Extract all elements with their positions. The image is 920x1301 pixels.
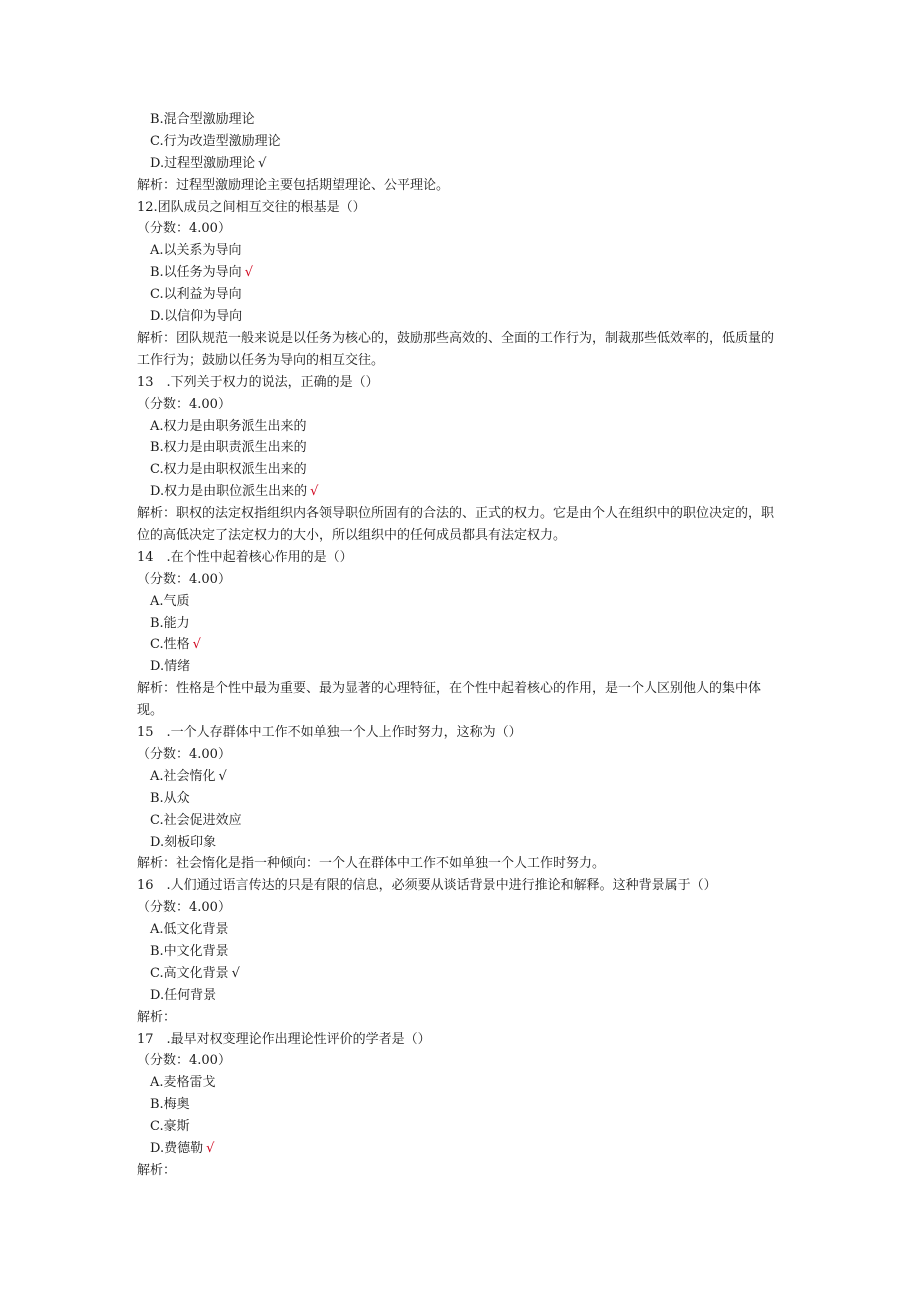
answer-option (137, 481, 780, 503)
answer-option (137, 613, 780, 635)
option-text: A.权力是由职务派生出来的 (150, 418, 307, 434)
option-text: B.梅奥 (150, 1097, 190, 1113)
exam-content (137, 109, 780, 1182)
answer-option (137, 1072, 780, 1094)
option-text: D.以信仰为导向 (150, 309, 243, 325)
answer-option (137, 656, 780, 678)
option-text: D.权力是由职位派生出来的 (150, 484, 308, 500)
answer-option (137, 810, 780, 832)
analysis-text: 解析：性格是个性中最为重要、最为显著的心理特征，在个性中起着核心的作用，是一个人区别他人的集中体现。 (137, 681, 762, 719)
answer-option (137, 306, 780, 328)
question-score: （分数：4.00） (137, 746, 231, 762)
analysis-text: 解析：团队规范一般来说是以任务为核心的，鼓励那些高效的、全面的工作行为，制裁那些低效率的，低质量的工作行为；鼓励以任务为导向的相互交往。 (137, 330, 775, 368)
correct-check-icon: √ (244, 265, 253, 281)
answer-option (137, 262, 780, 284)
correct-check-icon: √ (310, 484, 319, 500)
question-stem: 13 .下列关于权力的说法，正确的是（） (137, 374, 379, 390)
question-stem: 15 .一个人存群体中工作不如单独一个人上作时努力，这称为（） (137, 725, 522, 741)
option-text: D.任何背景 (150, 987, 217, 1003)
option-text: A.麦格雷戈 (150, 1075, 216, 1091)
analysis-text: 解析：过程型激励理论主要包括期望理论、公平理论。 (137, 177, 450, 193)
answer-option (137, 832, 780, 854)
correct-check-icon: √ (231, 965, 240, 981)
correct-check-icon: √ (206, 1141, 215, 1156)
question-stem: 14 .在个性中起着核心作用的是（） (137, 549, 353, 565)
question-stem: 17 .最早对权变理论作出理论性评价的学者是（） (137, 1031, 431, 1047)
answer-option (137, 1116, 780, 1138)
option-text: B.以任务为导向 (150, 265, 242, 281)
answer-option (137, 437, 780, 459)
option-text: C.豪斯 (150, 1119, 190, 1135)
option-text: B.中文化背景 (150, 943, 229, 959)
option-text: B.权力是由职责派生出来的 (150, 440, 307, 456)
answer-option (137, 591, 780, 613)
analysis-text: 解析：职权的法定权指组织内各领导职位所固有的合法的、正式的权力。它是由个人在组织中的职位决定的，职位的高低决定了法定权力的大小，所以组织中的任何成员都具有法定权力。 (137, 506, 775, 543)
option-text: D.费德勒 (150, 1141, 204, 1156)
option-text: C.社会促进效应 (150, 812, 242, 828)
analysis-text: 解析：社会惰化是指一种倾向：一个人在群体中工作不如单独一个人工作时努力。 (137, 856, 606, 872)
correct-check-icon: √ (218, 768, 227, 784)
answer-option (137, 1094, 780, 1116)
answer-option (137, 240, 780, 262)
question-score: （分数：4.00） (137, 1053, 231, 1069)
option-text: C.性格 (150, 637, 190, 653)
option-text: B.能力 (150, 615, 190, 631)
analysis-text: 解析： (137, 1009, 177, 1025)
answer-option (137, 766, 780, 788)
option-text: C.以利益为导向 (150, 287, 242, 303)
option-text: A.以关系为导向 (150, 243, 242, 259)
answer-option (137, 941, 780, 963)
option-text: D.情绪 (150, 659, 191, 675)
question-stem: 12.团队成员之间相互交往的根基是（） (137, 199, 366, 215)
answer-option (137, 963, 780, 985)
question-stem: 16 .人们通过语言传达的只是有限的信息，必须要从谈话背景中进行推论和解释。这种背景属于（） (137, 878, 717, 894)
option-text: B.从众 (150, 790, 190, 806)
question-score: （分数：4.00） (137, 900, 231, 916)
correct-check-icon: √ (258, 155, 267, 171)
answer-option (137, 634, 780, 656)
question-score: （分数：4.00） (137, 396, 231, 412)
option-text: C.权力是由职权派生出来的 (150, 462, 307, 478)
option-text: C.高文化背景 (150, 965, 229, 981)
option-text: A.社会惰化 (150, 768, 216, 784)
question-score: （分数：4.00） (137, 221, 231, 237)
answer-option (137, 788, 780, 810)
answer-option (137, 109, 780, 131)
answer-option (137, 131, 780, 153)
answer-option (137, 985, 780, 1007)
option-text: C.行为改造型激励理论 (150, 133, 281, 149)
option-text: D.刻板印象 (150, 834, 217, 850)
option-text: B.混合型激励理论 (150, 112, 255, 127)
question-score: （分数：4.00） (137, 571, 231, 587)
answer-option (137, 284, 780, 306)
correct-check-icon: √ (192, 637, 201, 653)
option-text: A.气质 (150, 593, 190, 609)
option-text: A.低文化背景 (150, 922, 229, 938)
answer-option (137, 919, 780, 941)
answer-option (137, 153, 780, 175)
option-text: D.过程型激励理论 (150, 155, 256, 171)
analysis-text: 解析： (137, 1162, 177, 1178)
answer-option (137, 1138, 780, 1160)
answer-option (137, 416, 780, 438)
answer-option (137, 459, 780, 481)
